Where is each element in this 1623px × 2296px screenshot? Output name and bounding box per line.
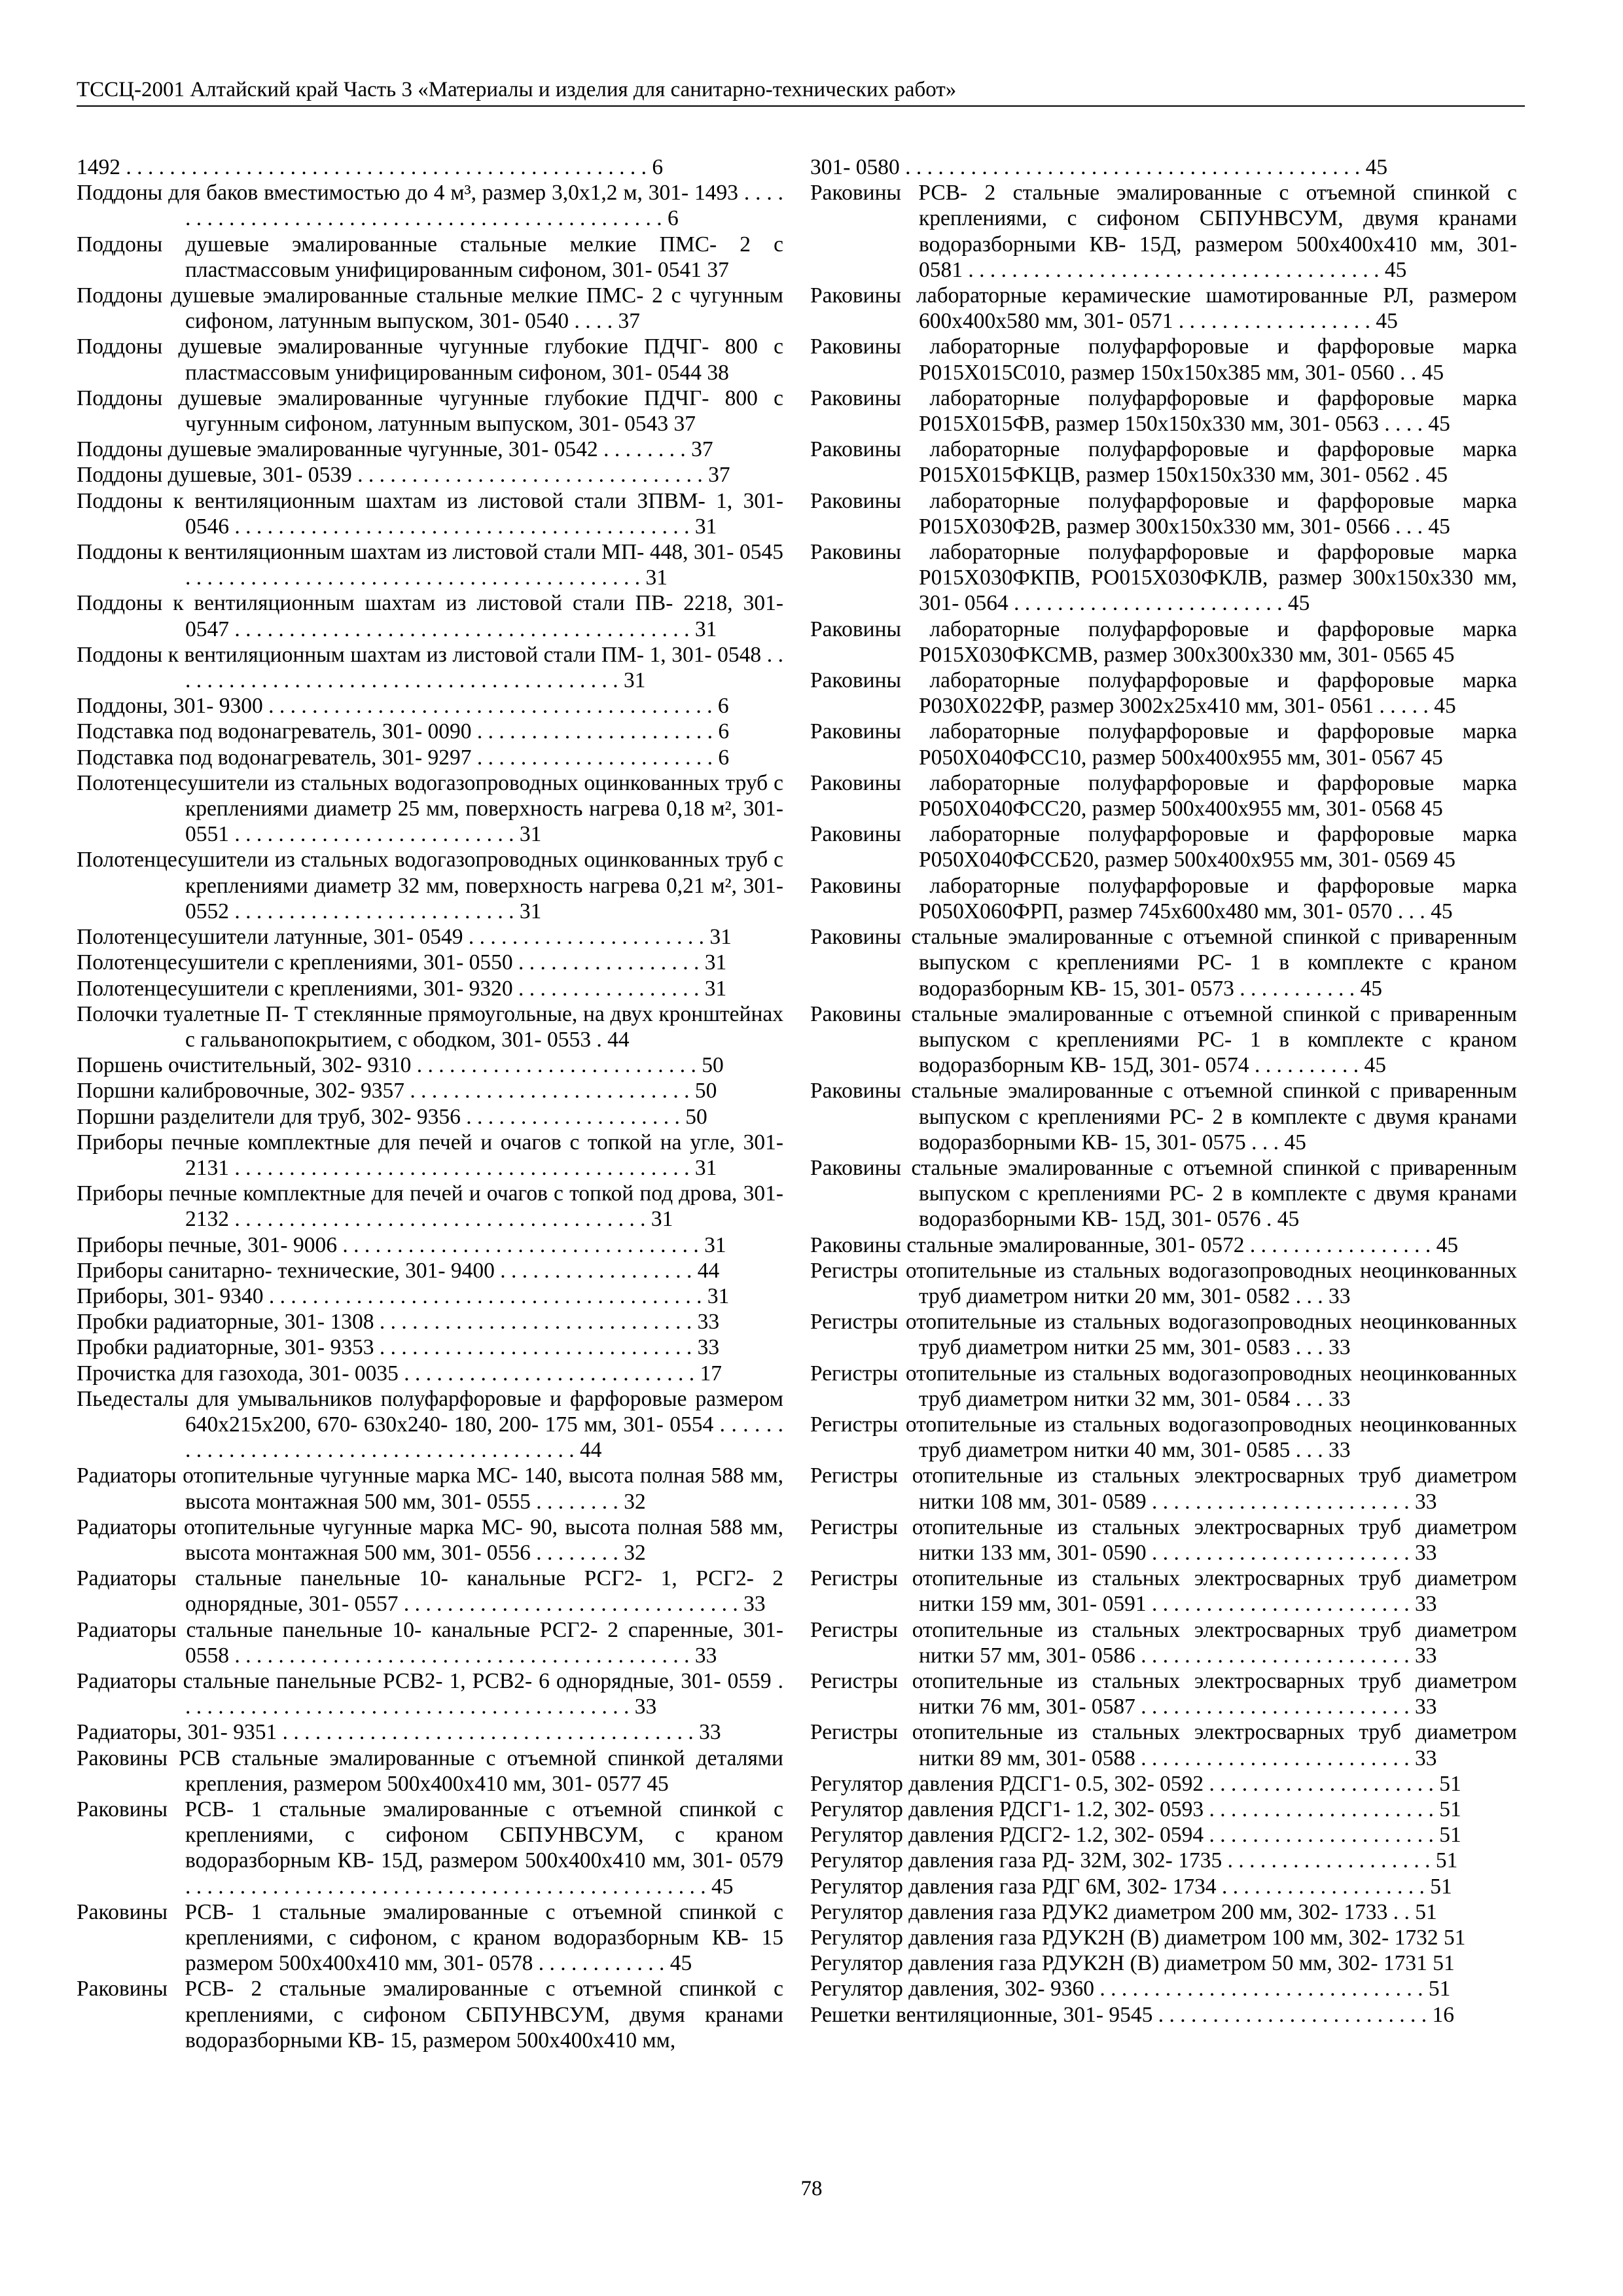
index-entry: Поддоны душевые эмалированные чугунные, 301- 0542 . . . . . . . . 37 bbox=[77, 437, 713, 462]
index-entry: Приборы санитарно- технические, 301- 9400 . . . . . . . . . . . . . . . . . . 44 bbox=[77, 1258, 720, 1283]
index-entry: Раковины лабораторные полуфарфоровые и фарфоровые марка Р015Х015С010, размер 150х150х385 мм, 301- 0560 . . 45 bbox=[810, 334, 1517, 385]
index-entry: Подставка под водонагреватель, 301- 9297 . . . . . . . . . . . . . . . . . . . . . . 6 bbox=[77, 745, 730, 770]
index-entry: Радиаторы стальные панельные 10- канальные РСГ2- 1, РСГ2- 2 однорядные, 301- 0557 . . . . . . . . . . . . . . . . . . . . . . . . . . . . . . . 33 bbox=[77, 1566, 783, 1617]
index-entry: Приборы печные комплектные для печей и очагов с топкой на угле, 301- 2131 . . . . . . . . . . . . . . . . . . . . . . . . . . . . . . . . . . . . . . . . . . 31 bbox=[77, 1130, 783, 1180]
index-entry: Раковины лабораторные полуфарфоровые и фарфоровые марка Р030Х022ФР, размер 3002х25х410 мм, 301- 0561 . . . . . 45 bbox=[810, 668, 1517, 719]
index-entry: Раковины стальные эмалированные, 301- 0572 . . . . . . . . . . . . . . . . . 45 bbox=[810, 1232, 1459, 1257]
index-entry: Регистры отопительные из стальных электросварных труб диаметром нитки 57 мм, 301- 0586 . . . . . . . . . . . . . . . . . . . . . . . . . 33 bbox=[810, 1617, 1517, 1668]
index-entry: Регулятор давления газа РДУК2 диаметром 200 мм, 302- 1733 . . 51 bbox=[810, 1899, 1437, 1924]
index-entry: Регистры отопительные из стальных электросварных труб диаметром нитки 108 мм, 301- 0589 . . . . . . . . . . . . . . . . . . . . . . . . 33 bbox=[810, 1463, 1517, 1514]
index-entry: Раковины лабораторные полуфарфоровые и фарфоровые марка Р050Х040ФСС20, размер 500х400х955 мм, 301- 0568 45 bbox=[810, 770, 1517, 821]
index-entry: Поддоны для баков вместимостью до 4 м³, размер 3,0х1,2 м, 301- 1493 . . . . . . . . . . . . . . . . . . . . . . . . . . . . . . . . . . . . . . . . . . . . . . . . 6 bbox=[77, 181, 783, 231]
index-entry: Регистры отопительные из стальных электросварных труб диаметром нитки 133 мм, 301- 0590 . . . . . . . . . . . . . . . . . . . . . . . . 33 bbox=[810, 1515, 1517, 1565]
index-entry: Поддоны к вентиляционным шахтам из листовой стали МП- 448, 301- 0545 . . . . . . . . . . . . . . . . . . . . . . . . . . . . . . . . . . . . . . . . . . 31 bbox=[77, 540, 783, 590]
index-entry: Регистры отопительные из стальных электросварных труб диаметром нитки 89 мм, 301- 0588 . . . . . . . . . . . . . . . . . . . . . . . . . 33 bbox=[810, 1720, 1517, 1770]
index-entry: Подставка под водонагреватель, 301- 0090 . . . . . . . . . . . . . . . . . . . . . . 6 bbox=[77, 719, 730, 744]
index-entry: Регистры отопительные из стальных водогазопроводных неоцинкованных труб диаметром нитки 40 мм, 301- 0585 . . . 33 bbox=[810, 1412, 1517, 1463]
index-entry: Регистры отопительные из стальных электросварных труб диаметром нитки 159 мм, 301- 0591 . . . . . . . . . . . . . . . . . . . . . . . . 33 bbox=[810, 1566, 1517, 1617]
index-entry: Пробки радиаторные, 301- 1308 . . . . . . . . . . . . . . . . . . . . . . . . . . . . . 33 bbox=[77, 1310, 720, 1335]
index-entry: Раковины лабораторные полуфарфоровые и фарфоровые марка Р015Х030ФКСМВ, размер 300х300х330 мм, 301- 0565 45 bbox=[810, 617, 1517, 667]
index-entry: Полотенцесушители с креплениями, 301- 0550 . . . . . . . . . . . . . . . . . 31 bbox=[77, 950, 727, 975]
index-entry: Приборы печные, 301- 9006 . . . . . . . . . . . . . . . . . . . . . . . . . . . . . . . . . 31 bbox=[77, 1232, 726, 1257]
index-entry: Регулятор давления, 302- 9360 . . . . . . . . . . . . . . . . . . . . . . . . . . . . . . 51 bbox=[810, 1977, 1451, 2001]
index-entry: Поддоны душевые эмалированные стальные мелкие ПМС- 2 с пластмассовым унифицированным сифоном, 301- 0541 37 bbox=[77, 232, 783, 282]
index-entry: Поддоны к вентиляционным шахтам из листовой стали ПВ- 2218, 301- 0547 . . . . . . . . . . . . . . . . . . . . . . . . . . . . . . . . . . . . . . . . . . 31 bbox=[77, 591, 783, 641]
index-entry: Раковины лабораторные керамические шамотированные РЛ, размером 600х400х580 мм, 301- 0571 . . . . . . . . . . . . . . . . . . 45 bbox=[810, 283, 1517, 334]
index-entry: Раковины РСВ стальные эмалированные с отъемной спинкой деталями крепления, размером 500х400х410 мм, 301- 0577 45 bbox=[77, 1746, 783, 1796]
page-number: 78 bbox=[800, 2177, 823, 2200]
index-entry: 1492 . . . . . . . . . . . . . . . . . . . . . . . . . . . . . . . . . . . . . . . . . . . . . . . . 6 bbox=[77, 155, 664, 179]
index-entry: Приборы, 301- 9340 . . . . . . . . . . . . . . . . . . . . . . . . . . . . . . . . . . . . . . . . 31 bbox=[77, 1283, 730, 1308]
index-entry: Регулятор давления РДСГ2- 1.2, 302- 0594 . . . . . . . . . . . . . . . . . . . . . 51 bbox=[810, 1823, 1461, 1848]
index-entry: Раковины РСВ- 2 стальные эмалированные с отъемной спинкой с креплениями, с сифоном СБПУНВСУМ, двумя кранами водоразборными КВ- 15, размером 500х400х410 мм, bbox=[77, 1977, 783, 2053]
index-entry: Регистры отопительные из стальных водогазопроводных неоцинкованных труб диаметром нитки 20 мм, 301- 0582 . . . 33 bbox=[810, 1258, 1517, 1308]
index-entry: Раковины РСВ- 1 стальные эмалированные с отъемной спинкой с креплениями, с сифоном СБПУНВСУМ, с краном водоразборным КВ- 15Д, размером 500х400х410 мм, 301- 0579 . . . . . . . . . . . . . . . . . . . . . . . . . . . . . . . . . . . . . . . . . . . . . . . . 45 bbox=[77, 1797, 783, 1899]
index-entry: Раковины лабораторные полуфарфоровые и фарфоровые марка Р050Х040ФССБ20, размер 500х400х955 мм, 301- 0569 45 bbox=[810, 822, 1517, 872]
index-entry: Раковины лабораторные полуфарфоровые и фарфоровые марка Р015Х030Ф2В, размер 300х150х330 мм, 301- 0566 . . . 45 bbox=[810, 488, 1517, 539]
index-entry: Регистры отопительные из стальных водогазопроводных неоцинкованных труб диаметром нитки 25 мм, 301- 0583 . . . 33 bbox=[810, 1310, 1517, 1360]
index-column-left bbox=[77, 154, 783, 2053]
index-entry: Поддоны душевые эмалированные чугунные глубокие ПДЧГ- 800 с чугунным сифоном, латунным выпуском, 301- 0543 37 bbox=[77, 386, 783, 437]
index-entry: Полотенцесушители латунные, 301- 0549 . . . . . . . . . . . . . . . . . . . . . . 31 bbox=[77, 925, 732, 950]
index-entry: 301- 0580 . . . . . . . . . . . . . . . . . . . . . . . . . . . . . . . . . . . . . . . . . . 45 bbox=[810, 155, 1388, 179]
index-entry: Поддоны душевые эмалированные стальные мелкие ПМС- 2 с чугунным сифоном, латунным выпуском, 301- 0540 . . . . 37 bbox=[77, 283, 783, 334]
index-entry: Поддоны к вентиляционным шахтам из листовой стали ПМ- 1, 301- 0548 . . . . . . . . . . . . . . . . . . . . . . . . . . . . . . . . . . . . . . . . . . 31 bbox=[77, 642, 783, 693]
index-entry: Раковины РСВ- 1 стальные эмалированные с отъемной спинкой с креплениями, с сифоном, с краном водоразборным КВ- 15 размером 500х400х410 мм, 301- 0578 . . . . . . . . . . . . 45 bbox=[77, 1899, 783, 1976]
index-entry: Раковины лабораторные полуфарфоровые и фарфоровые марка Р015Х030ФКПВ, РО015Х030ФКЛВ, размер 300х150х330 мм, 301- 0564 . . . . . . . . . . . . . . . . . . . . . . . . . 45 bbox=[810, 540, 1517, 616]
index-entry: Полотенцесушители с креплениями, 301- 9320 . . . . . . . . . . . . . . . . . 31 bbox=[77, 976, 727, 1001]
index-entry: Регулятор давления РДСГ1- 0.5, 302- 0592 . . . . . . . . . . . . . . . . . . . . . 51 bbox=[810, 1771, 1461, 1796]
index-entry: Раковины РСВ- 2 стальные эмалированные с отъемной спинкой с креплениями, с сифоном СБПУНВСУМ, двумя кранами водоразборными КВ- 15Д, размером 500х400х410 мм, 301- 0581 . . . . . . . . . . . . . . . . . . . . . . . . . . . . . . . . . . . . . . 45 bbox=[810, 181, 1517, 282]
index-entry: Полотенцесушители из стальных водогазопроводных оцинкованных труб с креплениями диаметр 32 мм, поверхность нагрева 0,21 м², 301- 0552 . . . . . . . . . . . . . . . . . . . . . . . . . . 31 bbox=[77, 848, 783, 924]
index-entry: Раковины стальные эмалированные с отъемной спинкой с приваренным выпуском с креплениями РС- 1 в комплекте с краном водоразборным КВ- 15Д, 301- 0574 . . . . . . . . . . 45 bbox=[810, 1001, 1517, 1078]
index-entry: Раковины стальные эмалированные с отъемной спинкой с приваренным выпуском с креплениями РС- 2 в комплекте с двумя кранами водоразборными КВ- 15, 301- 0575 . . . 45 bbox=[810, 1079, 1517, 1155]
index-entry: Поддоны, 301- 9300 . . . . . . . . . . . . . . . . . . . . . . . . . . . . . . . . . . . . . . . . . 6 bbox=[77, 694, 729, 719]
index-entry: Раковины лабораторные полуфарфоровые и фарфоровые марка Р050Х060ФРП, размер 745х600х480 мм, 301- 0570 . . . 45 bbox=[810, 873, 1517, 924]
index-entry: Регулятор давления газа РД- 32М, 302- 1735 . . . . . . . . . . . . . . . . . . . 51 bbox=[810, 1848, 1458, 1873]
index-entry: Радиаторы отопительные чугунные марка МС- 140, высота полная 588 мм, высота монтажная 500 мм, 301- 0555 . . . . . . . . 32 bbox=[77, 1463, 783, 1514]
running-header: ТССЦ-2001 Алтайский край Часть 3 «Материалы и изделия для санитарно-технических работ» bbox=[77, 77, 1525, 107]
index-entry: Поршни калибровочные, 302- 9357 . . . . . . . . . . . . . . . . . . . . . . . . . . 50 bbox=[77, 1079, 717, 1103]
index-entry: Регистры отопительные из стальных водогазопроводных неоцинкованных труб диаметром нитки 32 мм, 301- 0584 . . . 33 bbox=[810, 1361, 1517, 1411]
index-entry: Поддоны к вентиляционным шахтам из листовой стали ЗПВМ- 1, 301- 0546 . . . . . . . . . . . . . . . . . . . . . . . . . . . . . . . . . . . . . . . . . . 31 bbox=[77, 488, 783, 539]
index-entry: Раковины стальные эмалированные с отъемной спинкой с приваренным выпуском с креплениями РС- 1 в комплекте с краном водоразборным КВ- 15, 301- 0573 . . . . . . . . . . . 45 bbox=[810, 925, 1517, 1001]
index-entry: Поршень очистительный, 302- 9310 . . . . . . . . . . . . . . . . . . . . . . . . . . 50 bbox=[77, 1053, 724, 1078]
index-entry: Регулятор давления газа РДУК2Н (В) диаметром 50 мм, 302- 1731 51 bbox=[810, 1951, 1455, 1976]
index-column-right bbox=[810, 154, 1517, 2028]
index-entry: Поддоны душевые, 301- 0539 . . . . . . . . . . . . . . . . . . . . . . . . . . . . . . . . 37 bbox=[77, 463, 730, 488]
index-entry: Поршни разделители для труб, 302- 9356 . . . . . . . . . . . . . . . . . . . . 50 bbox=[77, 1104, 707, 1129]
index-entry: Радиаторы стальные панельные РСВ2- 1, РСВ2- 6 однорядные, 301- 0559 . . . . . . . . . . . . . . . . . . . . . . . . . . . . . . . . . . . . . . . . . . 33 bbox=[77, 1668, 783, 1719]
index-entry: Пьедесталы для умывальников полуфарфоровые и фарфоровые размером 640х215х200, 670- 630х240- 180, 200- 175 мм, 301- 0554 . . . . . . . . . . . . . . . . . . . . . . . . . . . . . . . . . . . . . . . . . . 44 bbox=[77, 1386, 783, 1463]
index-entry: Радиаторы стальные панельные 10- канальные РСГ2- 2 спаренные, 301- 0558 . . . . . . . . . . . . . . . . . . . . . . . . . . . . . . . . . . . . . . . . . . 33 bbox=[77, 1617, 783, 1668]
index-entry: Регулятор давления РДСГ1- 1.2, 302- 0593 . . . . . . . . . . . . . . . . . . . . . 51 bbox=[810, 1797, 1461, 1821]
index-entry: Раковины лабораторные полуфарфоровые и фарфоровые марка Р050Х040ФСС10, размер 500х400х955 мм, 301- 0567 45 bbox=[810, 719, 1517, 770]
index-entry: Полочки туалетные П- Т стеклянные прямоугольные, на двух кронштейнах с гальванопокрытием, с ободком, 301- 0553 . 44 bbox=[77, 1001, 783, 1052]
index-entry: Полотенцесушители из стальных водогазопроводных оцинкованных труб с креплениями диаметр 25 мм, поверхность нагрева 0,18 м², 301- 0551 . . . . . . . . . . . . . . . . . . . . . . . . . . 31 bbox=[77, 770, 783, 847]
index-entry: Регулятор давления газа РДУК2Н (В) диаметром 100 мм, 302- 1732 51 bbox=[810, 1926, 1466, 1950]
index-entry: Раковины лабораторные полуфарфоровые и фарфоровые марка Р015Х015ФКЦВ, размер 150х150х330 мм, 301- 0562 . 45 bbox=[810, 437, 1517, 488]
index-entry: Раковины лабораторные полуфарфоровые и фарфоровые марка Р015Х015ФВ, размер 150х150х330 мм, 301- 0563 . . . . 45 bbox=[810, 386, 1517, 437]
index-entry: Регулятор давления газа РДГ 6М, 302- 1734 . . . . . . . . . . . . . . . . . . . 51 bbox=[810, 1874, 1452, 1899]
index-entry: Регистры отопительные из стальных электросварных труб диаметром нитки 76 мм, 301- 0587 . . . . . . . . . . . . . . . . . . . . . . . . . 33 bbox=[810, 1668, 1517, 1719]
index-entry: Радиаторы отопительные чугунные марка МС- 90, высота полная 588 мм, высота монтажная 500 мм, 301- 0556 . . . . . . . . 32 bbox=[77, 1515, 783, 1565]
index-entry: Радиаторы, 301- 9351 . . . . . . . . . . . . . . . . . . . . . . . . . . . . . . . . . . . . . . 33 bbox=[77, 1720, 721, 1745]
index-entry: Прочистка для газохода, 301- 0035 . . . . . . . . . . . . . . . . . . . . . . . . . . . 17 bbox=[77, 1361, 722, 1386]
index-entry: Раковины стальные эмалированные с отъемной спинкой с приваренным выпуском с креплениями РС- 2 в комплекте с двумя кранами водоразборными КВ- 15Д, 301- 0576 . 45 bbox=[810, 1155, 1517, 1232]
index-entry: Поддоны душевые эмалированные чугунные глубокие ПДЧГ- 800 с пластмассовым унифицированным сифоном, 301- 0544 38 bbox=[77, 334, 783, 385]
index-entry: Решетки вентиляционные, 301- 9545 . . . . . . . . . . . . . . . . . . . . . . . . . 16 bbox=[810, 2002, 1455, 2027]
index-entry: Приборы печные комплектные для печей и очагов с топкой под дрова, 301- 2132 . . . . . . . . . . . . . . . . . . . . . . . . . . . . . . . . . . . . . . 31 bbox=[77, 1181, 783, 1232]
index-entry: Пробки радиаторные, 301- 9353 . . . . . . . . . . . . . . . . . . . . . . . . . . . . . 33 bbox=[77, 1335, 720, 1360]
